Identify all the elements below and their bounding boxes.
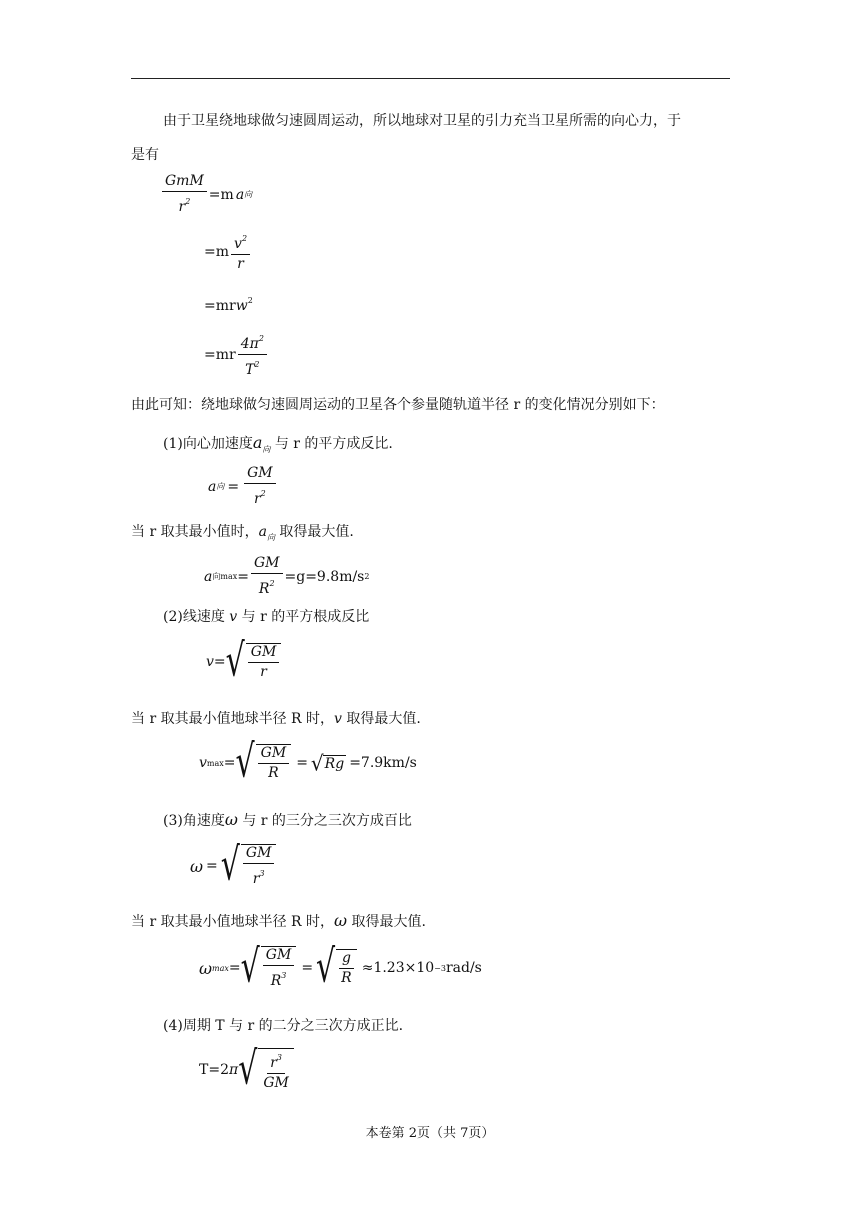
eq-main-line-2: =m $\frac{v^2}{r}$ xyxy=(204,230,252,273)
sec4-formula: T=2 π √ $\frac{r^3}{GM}$ xyxy=(199,1048,296,1092)
sqrt-g-R: √ $\frac{g}{R}$ xyxy=(316,949,359,987)
sec2-condition: 当 r 取其最小值地球半径 R 时，v 取得最大值. xyxy=(131,711,421,727)
sec2-max-formula: v max = √ $\frac{GM}{R}$ = √ Rg =7.9km/s xyxy=(199,736,417,789)
sqrt-rg: √ Rg xyxy=(310,750,345,776)
eq-main-line-4: =mr $\frac{4\pi^2}{T^2}$ xyxy=(204,330,269,379)
eq-main-line-1: $\frac{\text{GmM}}{r^2}$ =m a 向 xyxy=(160,173,252,216)
sec1-heading: (1)向心加速度$a_向$ 与 r 的平方成反比. xyxy=(163,433,393,454)
sqrt-gm-R: √ $\frac{GM}{R}$ xyxy=(236,744,294,782)
sec1-max-formula: a 向max = $\frac{GM}{R^2}$ =g=9.8m/s 2 xyxy=(204,555,370,597)
sqrt-gm-r: √ $\frac{GM}{r}$ xyxy=(226,643,284,681)
fraction-4pi2-t2: $\frac{4\pi^2}{T^2}$ xyxy=(238,330,267,379)
intro-line-2: 是有 xyxy=(131,147,159,163)
intro-line-1: 由于卫星绕地球做匀速圆周运动，所以地球对卫星的引力充当卫星所需的向心力，于 xyxy=(163,113,681,129)
fraction-gm-r2: $\frac{GM}{r^2}$ xyxy=(244,465,276,508)
fraction-gmm-r2: $\frac{\text{GmM}}{r^2}$ xyxy=(162,173,207,216)
sec2-formula: v= √ $\frac{GM}{r}$ xyxy=(206,643,283,681)
page-footer: 本卷第 2页（共 7页） xyxy=(365,1126,495,1141)
sec1-condition: 当 r 取其最小值时，$a_向$ 取得最大值. xyxy=(131,524,354,542)
sec4-heading: (4)周期 T 与 r 的二分之三次方成正比. xyxy=(163,1018,404,1034)
sec3-formula: ω = √ $\frac{GM}{r^3}$ xyxy=(190,844,278,888)
sqrt-r3-gm: √ $\frac{r^3}{GM}$ xyxy=(238,1048,296,1092)
sec3-heading: (3)角速度ω 与 r 的三分之三次方成百比 xyxy=(163,810,412,829)
header-rule xyxy=(131,78,730,79)
summary-text: 由此可知：绕地球做匀速圆周运动的卫星各个参量随轨道半径 r 的变化情况分别如下： xyxy=(131,397,665,413)
sec3-max-formula: ω max = √ $\frac{GM}{R^3}$ = √ $\frac{g}{R}$ ≈1.23×10 −3 rad/s xyxy=(199,941,482,994)
eq-main-line-3: =mrw$^2$ xyxy=(204,296,253,314)
fraction-v2-r: $\frac{v^2}{r}$ xyxy=(231,230,250,273)
sec2-heading: (2)线速度 v 与 r 的平方根成反比 xyxy=(163,609,370,625)
sec3-condition: 当 r 取其最小值地球半径 R 时，ω 取得最大值. xyxy=(131,911,426,930)
sqrt-gm-R3: √ $\frac{GM}{R^3}$ xyxy=(241,946,299,990)
sqrt-gm-r3: √ $\frac{GM}{r^3}$ xyxy=(221,844,279,888)
sec1-formula: a 向 = $\frac{GM}{r^2}$ xyxy=(208,465,278,508)
fraction-gm-R2: $\frac{GM}{R^2}$ xyxy=(251,555,283,598)
